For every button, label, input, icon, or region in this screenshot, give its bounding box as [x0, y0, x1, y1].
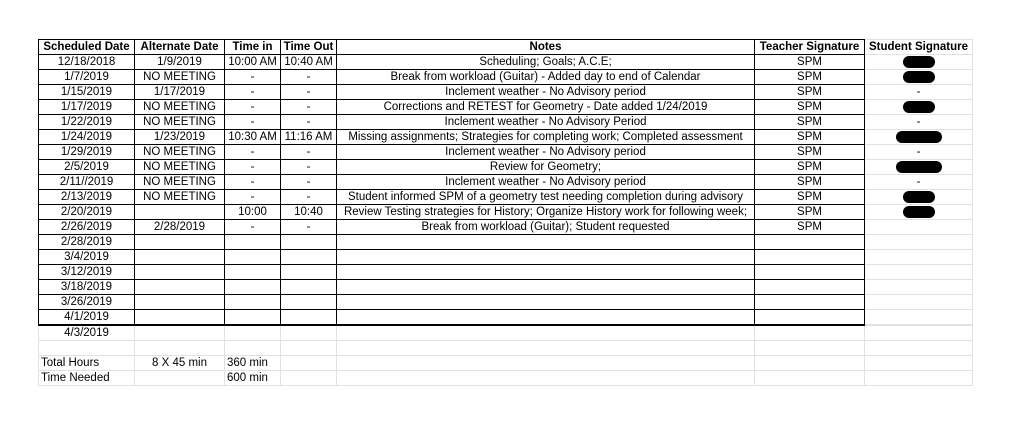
- cell-time-out: [281, 310, 337, 326]
- cell-time-in: -: [225, 115, 281, 130]
- cell-student-signature: [865, 280, 973, 295]
- summary-row-time-needed: [39, 371, 973, 386]
- redacted-signature: [903, 191, 935, 203]
- cell-time-out: -: [281, 70, 337, 85]
- cell-notes: Review Testing strategies for History; Organize History work for following week;: [337, 205, 755, 220]
- cell-time-in: [225, 280, 281, 295]
- cell-alternate-date: NO MEETING: [135, 175, 225, 190]
- cell-scheduled-date: 4/1/2019: [39, 310, 135, 326]
- cell-time-in: [225, 325, 281, 341]
- table-row: [39, 85, 973, 100]
- cell-scheduled-date: 2/13/2019: [39, 190, 135, 205]
- cell-time-out: -: [281, 160, 337, 175]
- table-row: [39, 280, 973, 295]
- cell-teacher-signature: [755, 250, 865, 265]
- cell-time-in: [225, 295, 281, 310]
- cell-scheduled-date: 2/5/2019: [39, 160, 135, 175]
- cell-teacher-signature: SPM: [755, 70, 865, 85]
- table-row: [39, 250, 973, 265]
- header-time-out: Time Out: [281, 40, 337, 55]
- cell-notes: Scheduling; Goals; A.C.E;: [337, 55, 755, 70]
- time-needed-count: [135, 371, 225, 386]
- cell-time-out: -: [281, 190, 337, 205]
- cell-alternate-date: 1/17/2019: [135, 85, 225, 100]
- cell-time-out: 10:40 AM: [281, 55, 337, 70]
- cell-time-in: -: [225, 145, 281, 160]
- cell-time-out: -: [281, 220, 337, 235]
- cell-student-signature: -: [865, 175, 973, 190]
- spreadsheet: [38, 39, 973, 386]
- cell-time-out: -: [281, 115, 337, 130]
- cell-notes: [337, 280, 755, 295]
- cell-notes: Missing assignments; Strategies for completing work; Completed assessment: [337, 130, 755, 145]
- cell-notes: Student informed SPM of a geometry test needing completion during advisory: [337, 190, 755, 205]
- cell-time-in: -: [225, 220, 281, 235]
- cell-scheduled-date: 1/22/2019: [39, 115, 135, 130]
- cell-student-signature: [865, 325, 973, 341]
- cell-teacher-signature: SPM: [755, 205, 865, 220]
- cell-scheduled-date: 2/26/2019: [39, 220, 135, 235]
- redacted-signature: [903, 206, 935, 218]
- cell-student-signature: -: [865, 145, 973, 160]
- cell-time-in: [225, 235, 281, 250]
- cell-time-out: 11:16 AM: [281, 130, 337, 145]
- cell-time-in: -: [225, 100, 281, 115]
- cell-time-in: [225, 265, 281, 280]
- cell-scheduled-date: 1/15/2019: [39, 85, 135, 100]
- time-needed-label: Time Needed: [39, 371, 135, 386]
- cell-alternate-date: 1/9/2019: [135, 55, 225, 70]
- cell-scheduled-date: 3/18/2019: [39, 280, 135, 295]
- table-row: [39, 220, 973, 235]
- cell-scheduled-date: 1/7/2019: [39, 70, 135, 85]
- redacted-signature: [903, 56, 935, 68]
- cell-student-signature: [865, 100, 973, 115]
- table-row: [39, 325, 973, 341]
- cell-teacher-signature: SPM: [755, 115, 865, 130]
- table-row: [39, 265, 973, 280]
- redacted-signature: [896, 131, 942, 143]
- cell-time-out: [281, 235, 337, 250]
- header-notes: Notes: [337, 40, 755, 55]
- cell-teacher-signature: SPM: [755, 175, 865, 190]
- table-row: [39, 310, 973, 326]
- cell-student-signature: [865, 160, 973, 175]
- cell-alternate-date: 1/23/2019: [135, 130, 225, 145]
- cell-scheduled-date: 12/18/2018: [39, 55, 135, 70]
- table-row: [39, 160, 973, 175]
- table-row: [39, 100, 973, 115]
- cell-teacher-signature: [755, 325, 865, 341]
- cell-time-in: -: [225, 190, 281, 205]
- table-row: [39, 145, 973, 160]
- cell-time-out: [281, 265, 337, 280]
- cell-time-out: [281, 325, 337, 341]
- cell-scheduled-date: 4/3/2019: [39, 325, 135, 341]
- cell-alternate-date: 2/28/2019: [135, 220, 225, 235]
- cell-time-out: 10:40: [281, 205, 337, 220]
- cell-teacher-signature: [755, 265, 865, 280]
- cell-teacher-signature: SPM: [755, 55, 865, 70]
- cell-alternate-date: [135, 295, 225, 310]
- cell-student-signature: -: [865, 115, 973, 130]
- cell-scheduled-date: 3/4/2019: [39, 250, 135, 265]
- header-scheduled-date: Scheduled Date: [39, 40, 135, 55]
- header-student-signature: Student Signature: [865, 40, 973, 55]
- header-time-in: Time in: [225, 40, 281, 55]
- cell-alternate-date: NO MEETING: [135, 70, 225, 85]
- cell-notes: [337, 250, 755, 265]
- cell-teacher-signature: [755, 280, 865, 295]
- cell-alternate-date: NO MEETING: [135, 190, 225, 205]
- cell-student-signature: [865, 70, 973, 85]
- advisory-log-table: [38, 39, 973, 386]
- spacer-row: [39, 341, 973, 356]
- cell-scheduled-date: 2/11//2019: [39, 175, 135, 190]
- cell-alternate-date: [135, 205, 225, 220]
- cell-student-signature: [865, 205, 973, 220]
- cell-teacher-signature: SPM: [755, 220, 865, 235]
- cell-scheduled-date: 1/29/2019: [39, 145, 135, 160]
- cell-teacher-signature: [755, 295, 865, 310]
- cell-time-out: -: [281, 85, 337, 100]
- header-alternate-date: Alternate Date: [135, 40, 225, 55]
- table-row: [39, 295, 973, 310]
- cell-notes: Corrections and RETEST for Geometry - Date added 1/24/2019: [337, 100, 755, 115]
- total-hours-count: 8 X 45 min: [135, 356, 225, 371]
- cell-teacher-signature: [755, 235, 865, 250]
- table-row: [39, 175, 973, 190]
- cell-alternate-date: [135, 235, 225, 250]
- redacted-signature: [903, 71, 935, 83]
- cell-student-signature: [865, 265, 973, 280]
- cell-scheduled-date: 3/12/2019: [39, 265, 135, 280]
- cell-alternate-date: [135, 325, 225, 341]
- cell-notes: [337, 295, 755, 310]
- cell-time-out: -: [281, 175, 337, 190]
- cell-student-signature: [865, 220, 973, 235]
- redacted-signature: [903, 101, 935, 113]
- cell-teacher-signature: SPM: [755, 130, 865, 145]
- cell-notes: Break from workload (Guitar) - Added day to end of Calendar: [337, 70, 755, 85]
- cell-time-in: -: [225, 70, 281, 85]
- redacted-signature: [896, 161, 942, 173]
- cell-notes: Inclement weather - No Advisory period: [337, 145, 755, 160]
- table-row: [39, 115, 973, 130]
- cell-teacher-signature: SPM: [755, 145, 865, 160]
- table-row: [39, 70, 973, 85]
- cell-scheduled-date: 1/24/2019: [39, 130, 135, 145]
- cell-time-out: [281, 280, 337, 295]
- cell-teacher-signature: SPM: [755, 85, 865, 100]
- cell-time-in: -: [225, 175, 281, 190]
- cell-time-out: -: [281, 145, 337, 160]
- cell-student-signature: [865, 190, 973, 205]
- total-hours-label: Total Hours: [39, 356, 135, 371]
- header-teacher-signature: Teacher Signature: [755, 40, 865, 55]
- table-row: [39, 55, 973, 70]
- table-row: [39, 205, 973, 220]
- cell-time-in: [225, 310, 281, 326]
- cell-alternate-date: [135, 265, 225, 280]
- cell-notes: [337, 310, 755, 326]
- cell-notes: [337, 265, 755, 280]
- cell-alternate-date: NO MEETING: [135, 100, 225, 115]
- cell-teacher-signature: SPM: [755, 190, 865, 205]
- cell-time-out: -: [281, 100, 337, 115]
- cell-student-signature: [865, 235, 973, 250]
- cell-time-out: [281, 250, 337, 265]
- header-row: [39, 40, 973, 55]
- cell-student-signature: -: [865, 85, 973, 100]
- cell-scheduled-date: 2/28/2019: [39, 235, 135, 250]
- cell-time-in: -: [225, 160, 281, 175]
- cell-alternate-date: [135, 250, 225, 265]
- cell-student-signature: [865, 250, 973, 265]
- cell-scheduled-date: 1/17/2019: [39, 100, 135, 115]
- cell-time-out: [281, 295, 337, 310]
- summary-row-total-hours: [39, 356, 973, 371]
- cell-student-signature: [865, 55, 973, 70]
- cell-notes: Inclement weather - No Advisory period: [337, 85, 755, 100]
- table-row: [39, 130, 973, 145]
- cell-student-signature: [865, 295, 973, 310]
- cell-alternate-date: NO MEETING: [135, 145, 225, 160]
- cell-alternate-date: NO MEETING: [135, 115, 225, 130]
- cell-notes: Break from workload (Guitar); Student requested: [337, 220, 755, 235]
- table-row: [39, 190, 973, 205]
- cell-alternate-date: NO MEETING: [135, 160, 225, 175]
- cell-time-in: 10:30 AM: [225, 130, 281, 145]
- cell-time-in: 10:00: [225, 205, 281, 220]
- cell-teacher-signature: SPM: [755, 100, 865, 115]
- cell-notes: [337, 325, 755, 341]
- cell-teacher-signature: SPM: [755, 160, 865, 175]
- cell-notes: [337, 235, 755, 250]
- cell-time-in: -: [225, 85, 281, 100]
- cell-time-in: [225, 250, 281, 265]
- cell-alternate-date: [135, 280, 225, 295]
- cell-scheduled-date: 3/26/2019: [39, 295, 135, 310]
- cell-scheduled-date: 2/20/2019: [39, 205, 135, 220]
- cell-time-in: 10:00 AM: [225, 55, 281, 70]
- cell-alternate-date: [135, 310, 225, 326]
- cell-notes: Inclement weather - No Advisory period: [337, 175, 755, 190]
- cell-student-signature: [865, 130, 973, 145]
- cell-student-signature: [865, 310, 973, 326]
- table-row: [39, 235, 973, 250]
- cell-notes: Review for Geometry;: [337, 160, 755, 175]
- time-needed-minutes: 600 min: [225, 371, 281, 386]
- total-hours-minutes: 360 min: [225, 356, 281, 371]
- cell-notes: Inclement weather - No Advisory Period: [337, 115, 755, 130]
- cell-teacher-signature: [755, 310, 865, 326]
